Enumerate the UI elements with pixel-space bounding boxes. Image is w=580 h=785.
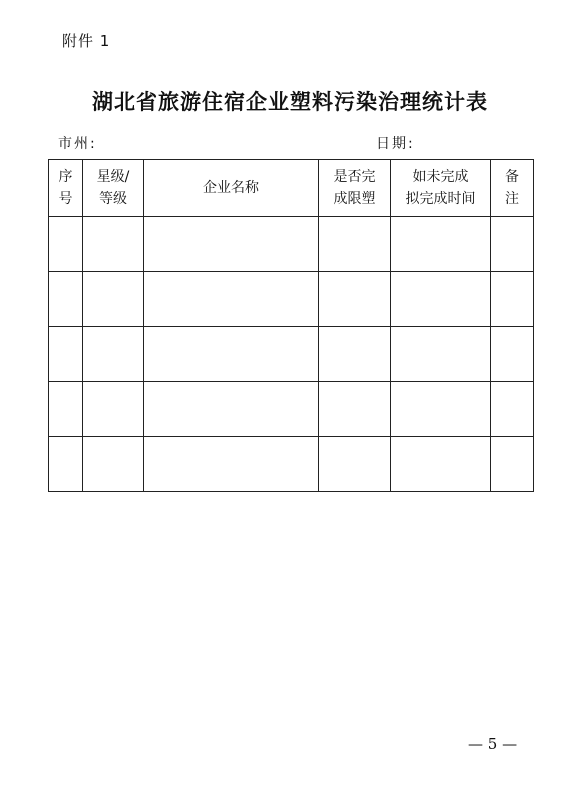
table-cell[interactable] — [49, 382, 83, 437]
header-line: 拟完成时间 — [405, 191, 476, 207]
table-cell[interactable] — [319, 272, 391, 327]
table-cell[interactable] — [319, 382, 391, 437]
city-label: 市州: — [58, 136, 97, 152]
header-line: 星级/ — [96, 169, 130, 185]
table-row — [49, 272, 534, 327]
table-cell[interactable] — [83, 437, 144, 492]
header-line: 是否完 — [333, 169, 376, 185]
table-cell[interactable] — [144, 217, 319, 272]
header-line: 序 — [58, 169, 73, 185]
statistics-table — [48, 159, 534, 492]
header-line: 成限塑 — [333, 191, 376, 207]
table-cell[interactable] — [144, 382, 319, 437]
header-remarks — [491, 160, 534, 217]
header-planned-completion-time — [391, 160, 491, 217]
table-cell[interactable] — [491, 437, 534, 492]
table-row — [49, 217, 534, 272]
table-cell[interactable] — [49, 272, 83, 327]
table-cell[interactable] — [319, 217, 391, 272]
table-cell[interactable] — [491, 272, 534, 327]
table-cell[interactable] — [491, 327, 534, 382]
date-label: 日期: — [376, 136, 415, 152]
document-title: 湖北省旅游住宿企业塑料污染治理统计表 — [92, 89, 488, 114]
table-cell[interactable] — [83, 217, 144, 272]
table-cell[interactable] — [144, 327, 319, 382]
header-line: 注 — [505, 191, 519, 207]
page-number: — 5 — — [468, 735, 518, 753]
table-cell[interactable] — [391, 272, 491, 327]
table-cell[interactable] — [49, 327, 83, 382]
table-cell[interactable] — [144, 272, 319, 327]
table-cell[interactable] — [83, 327, 144, 382]
header-line: 如未完成 — [412, 169, 469, 185]
table-row — [49, 437, 534, 492]
header-star-rating — [83, 160, 144, 217]
table-cell[interactable] — [391, 327, 491, 382]
table-cell[interactable] — [49, 217, 83, 272]
table-row — [49, 327, 534, 382]
table-cell[interactable] — [491, 382, 534, 437]
table-cell[interactable] — [391, 437, 491, 492]
table-cell[interactable] — [83, 382, 144, 437]
header-company-name — [144, 160, 319, 217]
attachment-label: 附件 1 — [62, 32, 111, 50]
table-cell[interactable] — [83, 272, 144, 327]
table-row — [49, 382, 534, 437]
table-header-row — [49, 160, 534, 217]
header-line: 等级 — [99, 191, 127, 207]
table-cell[interactable] — [319, 437, 391, 492]
table-cell[interactable] — [49, 437, 83, 492]
table-cell[interactable] — [319, 327, 391, 382]
header-line: 号 — [58, 191, 73, 207]
header-line: 备 — [505, 169, 519, 185]
header-plastic-limit-completed — [319, 160, 391, 217]
table-cell[interactable] — [391, 382, 491, 437]
header-serial-number — [49, 160, 83, 217]
table-cell[interactable] — [491, 217, 534, 272]
table-cell[interactable] — [391, 217, 491, 272]
table-cell[interactable] — [144, 437, 319, 492]
header-line: 企业名称 — [203, 180, 259, 196]
